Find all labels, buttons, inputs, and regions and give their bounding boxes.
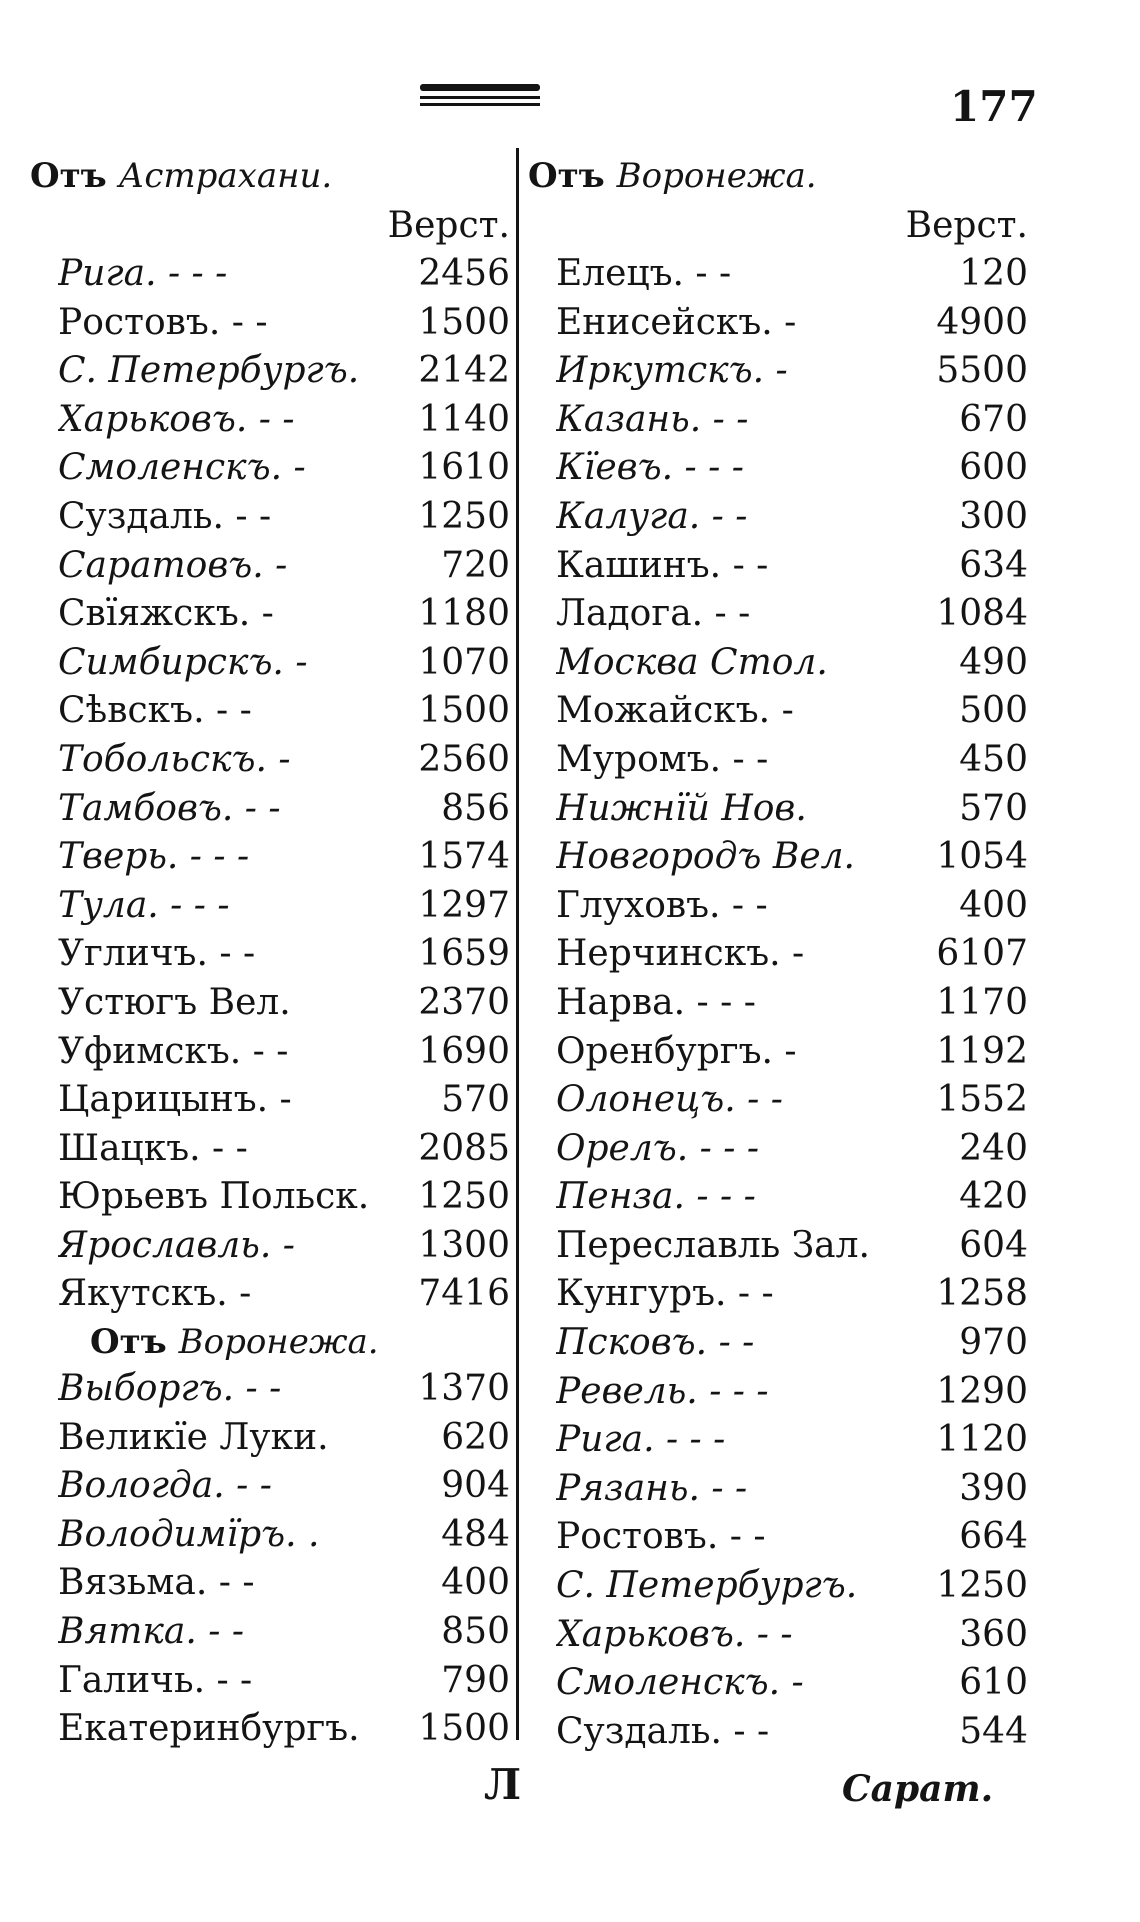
distance-row <box>528 1028 1028 1077</box>
distance-value: 544 <box>959 1710 1028 1752</box>
distance-value: 1659 <box>418 933 510 975</box>
distance-value: 7416 <box>418 1273 510 1315</box>
distance-row <box>528 1611 1028 1660</box>
distance-value: 500 <box>959 690 1028 732</box>
city-name: Якутскъ. - <box>58 1273 252 1315</box>
city-name: Саратовъ. - <box>58 544 288 586</box>
city-name: Суздаль. - - <box>58 495 272 537</box>
distance-value: 2370 <box>418 981 510 1023</box>
distance-row <box>30 1462 510 1511</box>
city-name: Ладога. - - <box>556 593 751 635</box>
distance-row <box>30 493 510 542</box>
distance-value: 1084 <box>936 593 1028 635</box>
city-name: Кїевъ. - - - <box>556 447 744 489</box>
distance-row <box>528 1465 1028 1514</box>
distance-row <box>528 444 1028 493</box>
distance-row <box>30 299 510 348</box>
city-name: Переславль Зал. <box>556 1224 870 1266</box>
left-heading-city: Астрахани. <box>118 156 333 196</box>
city-name: Угличъ. - - <box>58 933 256 975</box>
city-name: С. Петербургъ. <box>556 1565 858 1607</box>
distance-value: 400 <box>441 1562 510 1604</box>
city-name: Елецъ. - - <box>556 253 732 294</box>
distance-row <box>30 1028 510 1077</box>
left-heading <box>30 150 510 202</box>
distance-value: 904 <box>441 1465 510 1507</box>
left-subheading <box>30 1319 510 1365</box>
distance-row <box>30 1608 510 1657</box>
left-subheading-city: Воронежа. <box>178 1322 379 1363</box>
left-subheading-prefix: Отъ <box>90 1322 167 1363</box>
city-name: Устюгъ Вел. <box>58 981 291 1023</box>
city-name: Олонецъ. - - <box>556 1079 783 1121</box>
page-number: 177 <box>950 82 1038 131</box>
city-name: Вятка. - - <box>58 1611 245 1653</box>
city-name: Казань. - - <box>556 398 749 440</box>
city-name: Глуховъ. - - <box>556 884 768 926</box>
distance-row <box>30 785 510 834</box>
city-name: Тамбовъ. - - <box>58 787 281 829</box>
distance-value: 1192 <box>936 1030 1028 1072</box>
distance-value: 1170 <box>936 981 1028 1023</box>
distance-row <box>528 736 1028 785</box>
distance-row <box>30 1365 510 1414</box>
distance-value: 1250 <box>418 1176 510 1218</box>
city-name: Свїяжскъ. - <box>58 593 274 635</box>
distance-value: 484 <box>441 1513 510 1555</box>
city-name: Кунгуръ. - - <box>556 1273 774 1315</box>
city-name: Москва Стол. <box>556 641 828 683</box>
signature-mark: Л <box>484 1760 522 1809</box>
city-name: Володимїръ. . <box>58 1513 320 1555</box>
distance-value: 604 <box>959 1224 1028 1266</box>
distance-value: 970 <box>959 1322 1028 1364</box>
distance-row <box>30 1076 510 1125</box>
city-name: Ростовъ. - - <box>58 301 268 343</box>
distance-value: 400 <box>959 884 1028 926</box>
distance-value: 850 <box>441 1611 510 1653</box>
distance-row <box>30 833 510 882</box>
city-name: Рига. - - - <box>556 1419 726 1461</box>
distance-row <box>30 347 510 396</box>
distance-row <box>528 493 1028 542</box>
distance-value: 240 <box>959 1127 1028 1169</box>
left-distance-list-2 <box>30 1365 510 1754</box>
city-name: Великїе Луки. <box>58 1416 329 1458</box>
distance-value: 790 <box>441 1659 510 1701</box>
distance-row <box>528 687 1028 736</box>
city-name: Нижнїй Нов. <box>556 787 807 829</box>
ornament-rule-thin <box>420 96 540 99</box>
city-name: Иркутскъ. - <box>556 350 788 392</box>
distance-value: 390 <box>959 1467 1028 1509</box>
distance-row <box>528 1416 1028 1465</box>
distance-value: 1180 <box>418 593 510 635</box>
distance-row <box>528 1513 1028 1562</box>
city-name: Тобольскъ. - <box>58 738 291 780</box>
distance-value: 856 <box>441 787 510 829</box>
distance-value: 664 <box>959 1516 1028 1558</box>
distance-value: 2456 <box>418 253 510 294</box>
right-unit-label: Верст. <box>905 205 1028 246</box>
catchword: Сарат. <box>842 1768 994 1810</box>
city-name: Вологда. - - <box>58 1465 272 1507</box>
distance-value: 1258 <box>936 1273 1028 1315</box>
distance-row <box>528 250 1028 299</box>
city-name: Уфимскъ. - - <box>58 1030 289 1072</box>
ornament-rule-thick <box>420 84 540 91</box>
distance-row <box>30 882 510 931</box>
distance-row <box>30 979 510 1028</box>
distance-value: 1120 <box>936 1419 1028 1461</box>
city-name: Пенза. - - - <box>556 1176 756 1218</box>
distance-row <box>528 590 1028 639</box>
city-name: Оренбургъ. - <box>556 1030 797 1072</box>
distance-value: 1690 <box>418 1030 510 1072</box>
ornament-rule-thin <box>420 103 540 106</box>
distance-value: 600 <box>959 447 1028 489</box>
distance-value: 1140 <box>418 398 510 440</box>
city-name: Можайскъ. - <box>556 690 794 732</box>
city-name: Царицынъ. - <box>58 1079 292 1121</box>
left-distance-list <box>30 250 510 1319</box>
distance-value: 570 <box>959 787 1028 829</box>
distance-row <box>30 250 510 299</box>
city-name: Галичь. - - <box>58 1659 253 1701</box>
distance-value: 720 <box>441 544 510 586</box>
distance-value: 1297 <box>418 884 510 926</box>
distance-row <box>30 590 510 639</box>
distance-value: 5500 <box>936 350 1028 392</box>
distance-row <box>528 930 1028 979</box>
city-name: Псковъ. - - <box>556 1322 755 1364</box>
distance-row <box>30 1511 510 1560</box>
distance-row <box>528 1708 1028 1757</box>
distance-row <box>528 299 1028 348</box>
distance-value: 6107 <box>936 933 1028 975</box>
distance-value: 490 <box>959 641 1028 683</box>
distance-row <box>30 1705 510 1754</box>
city-name: Ревель. - - - <box>556 1370 769 1412</box>
city-name: Орелъ. - - - <box>556 1127 760 1169</box>
right-heading-prefix: Отъ <box>528 156 605 196</box>
distance-row <box>528 1125 1028 1174</box>
distance-value: 1250 <box>418 495 510 537</box>
distance-row <box>30 1270 510 1319</box>
city-name: Нарва. - - - <box>556 981 756 1023</box>
city-name: Сѣвскъ. - - <box>58 690 252 732</box>
distance-row <box>528 1076 1028 1125</box>
city-name: Ростовъ. - - <box>556 1516 766 1558</box>
city-name: Муромъ. - - <box>556 738 769 780</box>
city-name: Рига. - - - <box>58 253 228 294</box>
distance-row <box>30 1125 510 1174</box>
distance-row <box>528 882 1028 931</box>
distance-row <box>30 930 510 979</box>
distance-row <box>30 542 510 591</box>
distance-value: 2085 <box>418 1127 510 1169</box>
distance-value: 570 <box>441 1079 510 1121</box>
distance-row <box>528 1562 1028 1611</box>
distance-value: 1552 <box>936 1079 1028 1121</box>
distance-row <box>30 1559 510 1608</box>
distance-value: 450 <box>959 738 1028 780</box>
city-name: Тверь. - - - <box>58 836 250 878</box>
city-name: Вязьма. - - <box>58 1562 255 1604</box>
distance-value: 1054 <box>936 836 1028 878</box>
city-name: Екатеринбургъ. <box>58 1708 360 1750</box>
distance-value: 1070 <box>418 641 510 683</box>
distance-value: 360 <box>959 1613 1028 1655</box>
distance-row <box>528 1368 1028 1417</box>
city-name: Смоленскъ. - <box>556 1662 804 1704</box>
distance-row <box>528 1173 1028 1222</box>
distance-row <box>30 1173 510 1222</box>
distance-row <box>528 785 1028 834</box>
right-heading-city: Воронежа. <box>616 156 817 196</box>
distance-value: 1500 <box>418 690 510 732</box>
distance-value: 300 <box>959 495 1028 537</box>
city-name: Симбирскъ. - <box>58 641 308 683</box>
distance-row <box>30 639 510 688</box>
distance-value: 1300 <box>418 1224 510 1266</box>
distance-row <box>30 687 510 736</box>
distance-value: 634 <box>959 544 1028 586</box>
distance-value: 1250 <box>936 1565 1028 1607</box>
distance-row <box>528 1319 1028 1368</box>
city-name: С. Петербургъ. <box>58 350 360 392</box>
distance-row <box>30 396 510 445</box>
right-heading <box>528 150 1028 202</box>
distance-row <box>30 736 510 785</box>
distance-value: 1574 <box>418 836 510 878</box>
distance-row <box>528 396 1028 445</box>
distance-row <box>30 1657 510 1706</box>
city-name: Нерчинскъ. - <box>556 933 805 975</box>
distance-row <box>528 833 1028 882</box>
city-name: Харьковъ. - - <box>58 398 295 440</box>
distance-value: 120 <box>959 253 1028 294</box>
city-name: Суздаль. - - <box>556 1710 770 1752</box>
distance-value: 1500 <box>418 1708 510 1750</box>
city-name: Кашинъ. - - <box>556 544 769 586</box>
city-name: Новгородъ Вел. <box>556 836 855 878</box>
header-ornament <box>420 84 540 108</box>
distance-row <box>30 444 510 493</box>
distance-row <box>30 1222 510 1271</box>
right-distance-list <box>528 250 1028 1756</box>
distance-row <box>528 1270 1028 1319</box>
city-name: Калуга. - - <box>556 495 748 537</box>
city-name: Шацкъ. - - <box>58 1127 248 1169</box>
city-name: Енисейскъ. - <box>556 301 797 343</box>
city-name: Тула. - - - <box>58 884 230 926</box>
distance-row <box>528 979 1028 1028</box>
distance-row <box>528 1659 1028 1708</box>
distance-row <box>528 639 1028 688</box>
distance-row <box>528 347 1028 396</box>
distance-value: 1370 <box>418 1368 510 1410</box>
left-column <box>30 150 510 1754</box>
distance-row <box>30 1414 510 1463</box>
distance-value: 620 <box>441 1416 510 1458</box>
distance-value: 1290 <box>936 1370 1028 1412</box>
city-name: Смоленскъ. - <box>58 447 306 489</box>
distance-value: 1610 <box>418 447 510 489</box>
city-name: Юрьевъ Польск. <box>58 1176 370 1218</box>
right-column <box>528 150 1028 1756</box>
left-unit-label: Верст. <box>387 205 510 246</box>
distance-value: 670 <box>959 398 1028 440</box>
distance-row <box>528 542 1028 591</box>
city-name: Рязань. - - <box>556 1467 748 1509</box>
distance-value: 2560 <box>418 738 510 780</box>
distance-value: 1500 <box>418 301 510 343</box>
city-name: Выборгъ. - - <box>58 1368 282 1410</box>
distance-value: 610 <box>959 1662 1028 1704</box>
column-divider <box>516 148 519 1740</box>
left-heading-prefix: Отъ <box>30 156 107 196</box>
city-name: Харьковъ. - - <box>556 1613 793 1655</box>
distance-row <box>528 1222 1028 1271</box>
city-name: Ярославль. - <box>58 1224 295 1266</box>
distance-value: 2142 <box>418 350 510 392</box>
distance-value: 420 <box>959 1176 1028 1218</box>
distance-value: 4900 <box>936 301 1028 343</box>
